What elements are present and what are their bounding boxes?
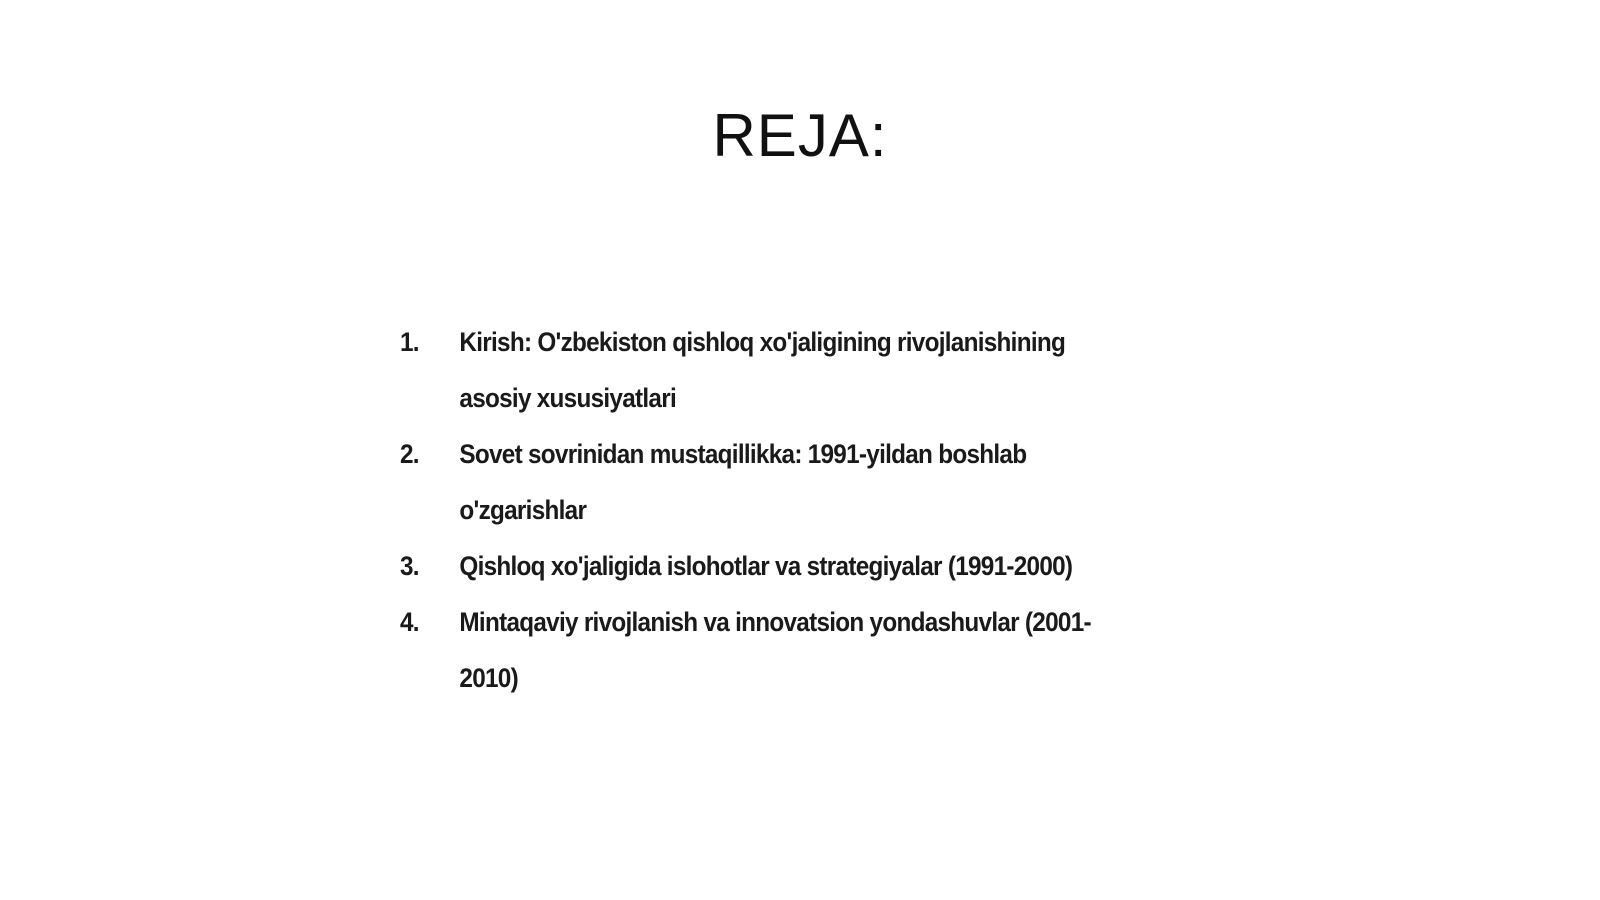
list-item [400, 594, 1102, 706]
list-item-text: Mintaqaviy rivojlanish va innovatsion yondashuvlar (2001-2010) [459, 607, 1091, 693]
list-item-text: Sovet sovrinidan mustaqillikka: 1991-yildan boshlab o'zgarishlar [459, 439, 1027, 525]
list-item-number: 4. [400, 607, 419, 637]
list-item-number: 2. [400, 439, 419, 469]
list-item-text: Kirish: O'zbekiston qishloq xo'jaligining rivojlanishining asosiy xususiyatlari [459, 327, 1066, 413]
list-item [400, 314, 1102, 426]
list-item [400, 538, 1102, 594]
list-item-number: 1. [400, 327, 419, 357]
list-item-text: Qishloq xo'jaligida islohotlar va strategiyalar (1991-2000) [459, 551, 1073, 581]
plan-list [400, 314, 1180, 706]
list-item-number: 3. [400, 551, 419, 581]
list-item [400, 426, 1102, 538]
slide-title: REJA: [712, 102, 888, 169]
